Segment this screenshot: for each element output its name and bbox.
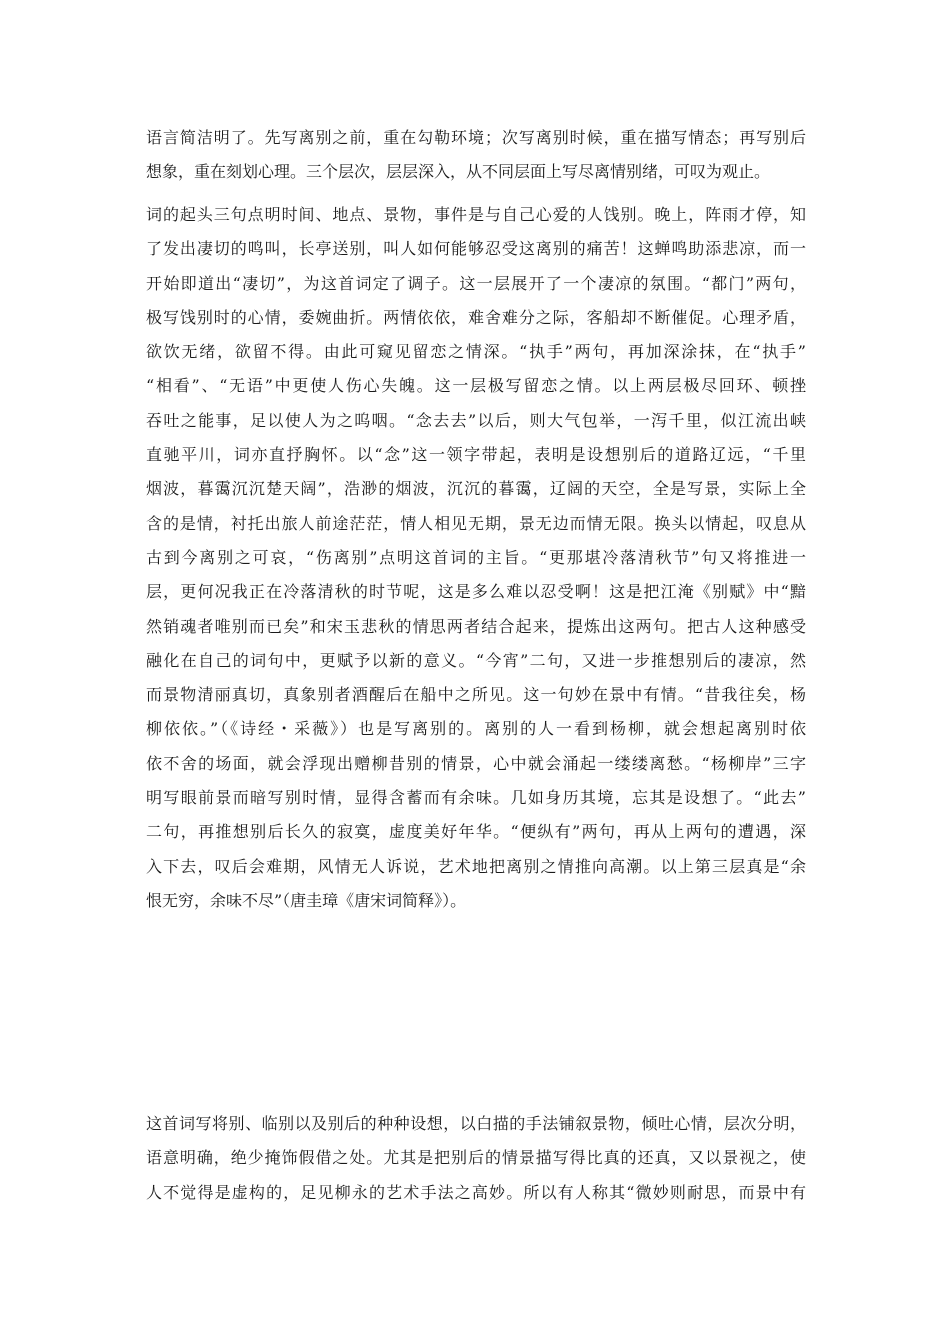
paragraph-3 [146, 1107, 806, 1210]
text-line: 烟波，暮霭沉沉楚天阔”，浩渺的烟波，沉沉的暮霭，辽阔的天空，全是写景，实际上全 [146, 479, 806, 499]
text-line: 入下去，叹后会难期，风情无人诉说，艺术地把离别之情推向高潮。以上第三层真是“余 [146, 856, 806, 876]
text-line: 而景物清丽真切，真象别者酒醒后在船中之所见。这一句妙在景中有情。“昔我往矣，杨 [146, 685, 806, 705]
text-line: 明写眼前景而暗写别时情，显得含蓄而有余味。几如身历其境，忘其是设想了。“此去” [146, 788, 806, 808]
text-line: 语言简洁明了。先写离别之前，重在勾勒环境；次写离别时候，重在描写情态；再写别后 [146, 128, 806, 147]
text-line: 柳依依。”（《诗经・采薇》）也是写离别的。离别的人一看到杨柳，就会想起离别时依 [146, 719, 806, 739]
text-line: 恨无穷，余味不尽”（唐圭璋《唐宋词简释》）。 [146, 890, 467, 910]
text-line: 想象，重在刻划心理。三个层次，层层深入，从不同层面上写尽离情别绪，可叹为观止。 [146, 162, 771, 182]
text-line: 然销魂者唯别而已矣”和宋玉悲秋的情思两者结合起来，提炼出这两句。把古人这种感受 [146, 616, 806, 636]
text-line: 极写饯别时的心情，委婉曲折。两情依依，难舍难分之际，客船却不断催促。心理矛盾， [146, 307, 806, 327]
text-line: 含的是情，衬托出旅人前途茫茫，情人相见无期，景无边而情无限。换头以情起，叹息从 [146, 513, 806, 533]
text-line: 依不舍的场面，就会浮现出赠柳昔别的情景，心中就会涌起一缕缕离愁。“杨柳岸”三字 [146, 753, 806, 773]
text-line: 层，更何况我正在冷落清秋的时节呢，这是多么难以忍受啊！这是把江淹《别赋》中“黯 [146, 582, 806, 602]
text-line: 这首词写将别、临别以及别后的种种设想，以白描的手法铺叙景物，倾吐心情，层次分明， [146, 1114, 806, 1133]
text-line: 开始即道出“凄切”，为这首词定了调子。这一层展开了一个凄凉的氛围。“都门”两句， [146, 273, 806, 293]
text-line: 古到今离别之可哀，“伤离别”点明这首词的主旨。“更那堪冷落清秋节”句又将推进一 [146, 547, 806, 567]
paragraph-1 [146, 121, 806, 190]
text-line: 二句，再推想别后长久的寂寞，虚度美好年华。“便纵有”两句，再从上两句的遭遇，深 [146, 822, 806, 842]
text-line: 词的起头三句点明时间、地点、景物，事件是与自己心爱的人饯别。晚上，阵雨才停，知 [146, 205, 806, 224]
text-line: “相看”、“无语”中更使人伤心失魄。这一层极写留恋之情。以上两层极尽回环、顿挫 [146, 376, 806, 396]
text-line: 融化在自己的词句中，更赋予以新的意义。“今宵”二句，又进一步推想别后的凄凉，然 [146, 650, 806, 670]
text-line: 人不觉得是虚构的，足见柳永的艺术手法之高妙。所以有人称其“微妙则耐思，而景中有 [146, 1182, 806, 1202]
text-line: 语意明确，绝少掩饰假借之处。尤其是把别后的情景描写得比真的还真，又以景视之，使 [146, 1148, 806, 1168]
text-line: 吞吐之能事，足以使人为之呜咽。“念去去”以后，则大气包举，一泻千里，似江流出峡 [146, 410, 806, 430]
paragraph-2 [146, 198, 806, 918]
text-line: 了发出凄切的鸣叫，长亭送别，叫人如何能够忍受这离别的痛苦！这蝉鸣助添悲凉，而一 [146, 239, 806, 259]
text-line: 欲饮无绪，欲留不得。由此可窥见留恋之情深。“执手”两句，再加深涂抹，在“执手” [146, 342, 806, 362]
text-line: 直驰平川，词亦直抒胸怀。以“念”这一领字带起，表明是设想别后的道路辽远，“千里 [146, 445, 806, 465]
